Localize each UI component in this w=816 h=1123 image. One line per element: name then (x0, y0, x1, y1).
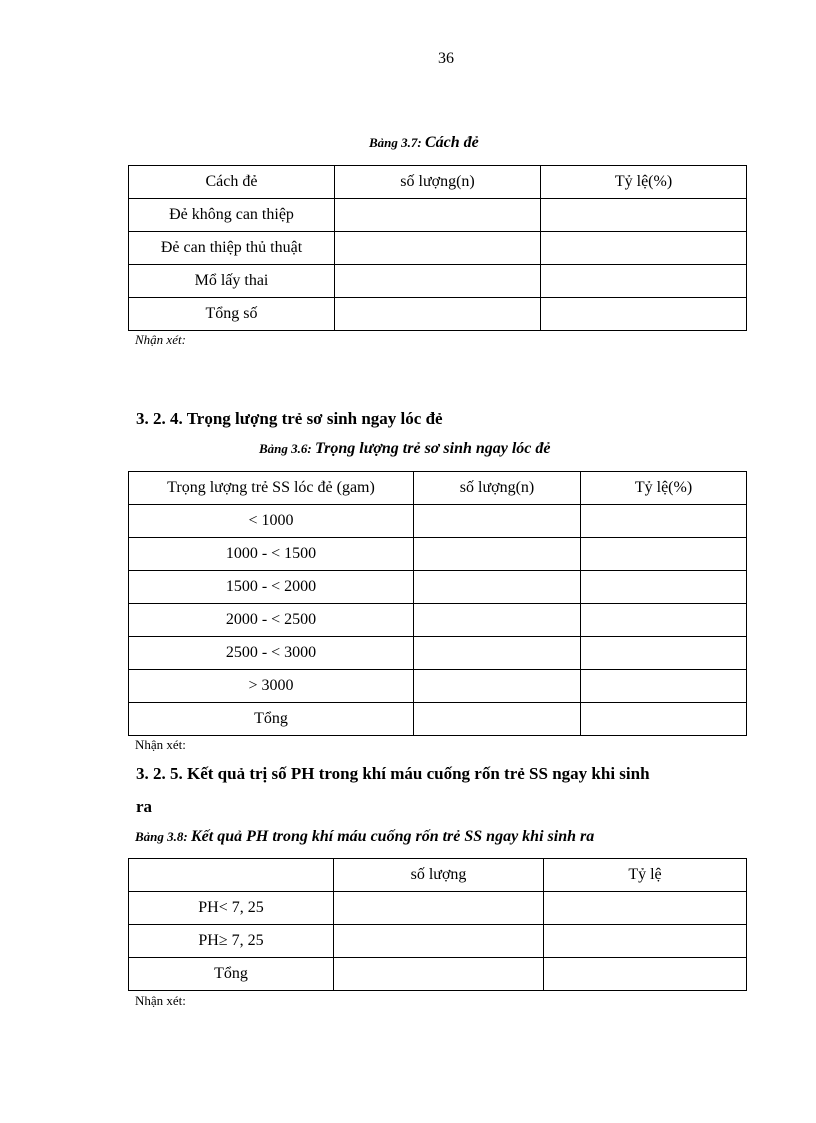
empty-cell (581, 538, 747, 571)
empty-cell (335, 199, 541, 232)
empty-cell (581, 571, 747, 604)
empty-cell (581, 703, 747, 736)
row-label: Tổng (129, 958, 334, 991)
table-3-6 (128, 471, 747, 736)
row-label: 1500 - < 2000 (129, 571, 414, 604)
empty-cell (334, 892, 544, 925)
row-label: < 1000 (129, 505, 414, 538)
header-cell: Tỷ lệ (544, 859, 747, 892)
table-3-8-caption-prefix: Bảng 3.8: (135, 829, 188, 844)
table-3-7-note: Nhận xét: (135, 332, 186, 347)
table-3-8-caption-title: Kết quả PH trong khí máu cuống rốn trẻ SS ngay khi sinh ra (190, 828, 595, 845)
empty-cell (335, 265, 541, 298)
empty-cell (544, 892, 747, 925)
row-label: Mổ lấy thai (129, 265, 335, 298)
table-row (129, 571, 747, 604)
table-3-6-caption-prefix: Bảng 3.6: (259, 441, 312, 456)
empty-cell (414, 538, 581, 571)
header-cell: số lượng(n) (335, 166, 541, 199)
table-3-6-note: Nhận xét: (135, 737, 186, 752)
empty-cell (414, 604, 581, 637)
empty-cell (414, 670, 581, 703)
empty-cell (414, 571, 581, 604)
header-cell: số lượng(n) (414, 472, 581, 505)
table-row (129, 265, 747, 298)
empty-cell (541, 265, 747, 298)
header-cell: số lượng (334, 859, 544, 892)
row-label: Đẻ can thiệp thủ thuật (129, 232, 335, 265)
section-3-2-5-heading-line1: 3. 2. 5. Kết quả trị số PH trong khí máu cuống rốn trẻ SS ngay khi sinh (136, 764, 650, 783)
table-3-8 (128, 858, 747, 991)
table-3-6-caption (259, 440, 551, 458)
empty-cell (544, 925, 747, 958)
table-3-7-caption-title: Cách đẻ (424, 134, 479, 151)
table-row (129, 637, 747, 670)
section-3-2-5-heading-line2: ra (136, 797, 153, 816)
empty-cell (414, 703, 581, 736)
page-number: 36 (438, 50, 454, 67)
empty-cell (334, 958, 544, 991)
empty-cell (541, 232, 747, 265)
table-header-row (129, 859, 747, 892)
table-row (129, 703, 747, 736)
table-row (129, 925, 747, 958)
table-row (129, 298, 747, 331)
header-cell (129, 859, 334, 892)
table-header-row (129, 472, 747, 505)
table-row (129, 505, 747, 538)
empty-cell (414, 637, 581, 670)
empty-cell (581, 670, 747, 703)
table-3-8-caption (135, 828, 594, 846)
table-3-7-caption (369, 134, 479, 152)
table-3-7-caption-prefix: Bảng 3.7: (369, 135, 422, 150)
table-row (129, 670, 747, 703)
header-cell: Cách đẻ (129, 166, 335, 199)
row-label: > 3000 (129, 670, 414, 703)
table-row (129, 604, 747, 637)
table-3-6-caption-title: Trọng lượng trẻ sơ sinh ngay lóc đẻ (314, 440, 551, 457)
table-row (129, 892, 747, 925)
row-label: 2000 - < 2500 (129, 604, 414, 637)
header-cell: Tỷ lệ(%) (541, 166, 747, 199)
empty-cell (414, 505, 581, 538)
table-header-row (129, 166, 747, 199)
empty-cell (581, 604, 747, 637)
empty-cell (544, 958, 747, 991)
section-3-2-4-heading: 3. 2. 4. Trọng lượng trẻ sơ sinh ngay lóc đẻ (136, 409, 443, 428)
empty-cell (541, 298, 747, 331)
row-label: Tổng số (129, 298, 335, 331)
row-label: PH< 7, 25 (129, 892, 334, 925)
table-row (129, 958, 747, 991)
empty-cell (335, 298, 541, 331)
row-label: Đẻ không can thiệp (129, 199, 335, 232)
header-cell: Tỷ lệ(%) (581, 472, 747, 505)
table-row (129, 538, 747, 571)
empty-cell (541, 199, 747, 232)
row-label: PH≥ 7, 25 (129, 925, 334, 958)
table-row (129, 232, 747, 265)
header-cell: Trọng lượng trẻ SS lóc đẻ (gam) (129, 472, 414, 505)
empty-cell (335, 232, 541, 265)
empty-cell (581, 505, 747, 538)
row-label: Tổng (129, 703, 414, 736)
row-label: 2500 - < 3000 (129, 637, 414, 670)
table-3-7 (128, 165, 747, 331)
row-label: 1000 - < 1500 (129, 538, 414, 571)
table-3-8-note: Nhận xét: (135, 993, 186, 1008)
table-row (129, 199, 747, 232)
empty-cell (334, 925, 544, 958)
empty-cell (581, 637, 747, 670)
